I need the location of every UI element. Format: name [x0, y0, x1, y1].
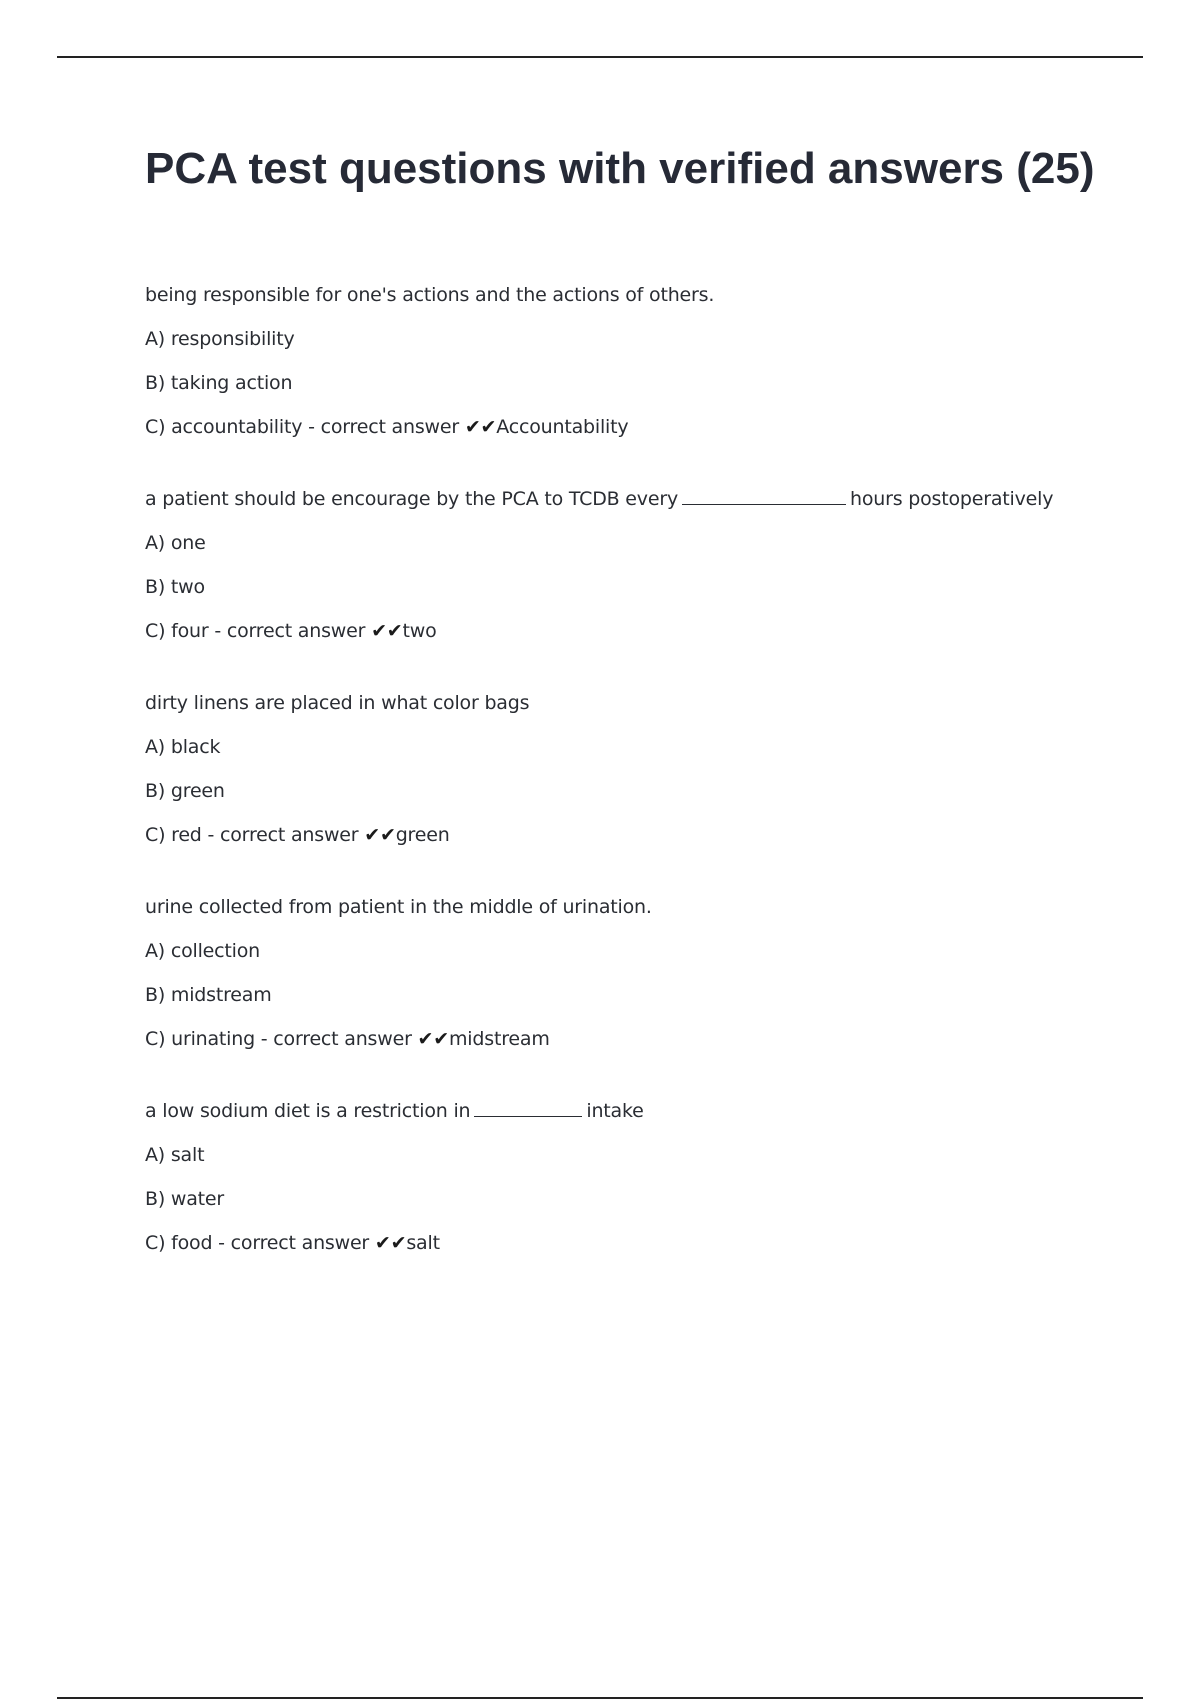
check-mark-icon: ✔✔ — [464, 416, 497, 438]
option-c-with-answer — [145, 1027, 1095, 1051]
check-mark-icon: ✔✔ — [364, 824, 396, 846]
question-text — [145, 487, 1095, 511]
correct-answer: salt — [406, 1232, 440, 1254]
question-1 — [145, 283, 1095, 439]
answer-blank — [682, 488, 846, 505]
option-c: C) four - correct answer — [145, 620, 366, 642]
top-rule — [57, 56, 1143, 58]
option-b: B) midstream — [145, 984, 272, 1006]
option-c: C) red - correct answer — [145, 824, 359, 846]
question-list — [145, 283, 1095, 1255]
option-a: A) one — [145, 532, 206, 554]
option-b: B) taking action — [145, 372, 293, 394]
bottom-rule — [57, 1697, 1143, 1699]
answer-blank — [474, 1100, 582, 1117]
option-a: A) black — [145, 736, 221, 758]
question-text-after-blank: hours postoperatively — [849, 488, 1054, 510]
question-text: urine collected from patient in the middle of urination. — [145, 896, 652, 918]
option-b: B) water — [145, 1188, 225, 1210]
question-5 — [145, 1099, 1095, 1255]
question-text: being responsible for one's actions and the actions of others. — [145, 284, 715, 306]
question-3 — [145, 691, 1095, 847]
correct-answer: midstream — [449, 1028, 550, 1050]
check-mark-icon: ✔✔ — [417, 1028, 449, 1050]
option-b: B) two — [145, 576, 205, 598]
question-text-before-blank: a low sodium diet is a restriction in — [145, 1100, 471, 1122]
option-c-with-answer — [145, 619, 1095, 643]
option-c: C) accountability - correct answer — [145, 416, 459, 438]
option-c: C) food - correct answer — [145, 1232, 370, 1254]
option-a: A) responsibility — [145, 328, 295, 350]
question-4 — [145, 895, 1095, 1051]
correct-answer: two — [402, 620, 437, 642]
option-a: A) salt — [145, 1144, 205, 1166]
question-text: dirty linens are placed in what color bags — [145, 692, 530, 714]
option-c-with-answer — [145, 1231, 1095, 1255]
question-text — [145, 1099, 1095, 1123]
option-b: B) green — [145, 780, 225, 802]
option-c: C) urinating - correct answer — [145, 1028, 412, 1050]
document-body — [145, 140, 1095, 1303]
correct-answer: green — [395, 824, 450, 846]
option-c-with-answer — [145, 415, 1095, 439]
page-title: PCA test questions with verified answers (25) — [145, 144, 1095, 193]
option-a: A) collection — [145, 940, 261, 962]
question-text-before-blank: a patient should be encourage by the PCA to TCDB every — [145, 488, 678, 510]
question-2 — [145, 487, 1095, 643]
question-text-after-blank: intake — [586, 1100, 644, 1122]
correct-answer: Accountability — [496, 416, 629, 438]
check-mark-icon: ✔✔ — [374, 1232, 407, 1254]
option-c-with-answer — [145, 823, 1095, 847]
check-mark-icon: ✔✔ — [371, 620, 403, 642]
